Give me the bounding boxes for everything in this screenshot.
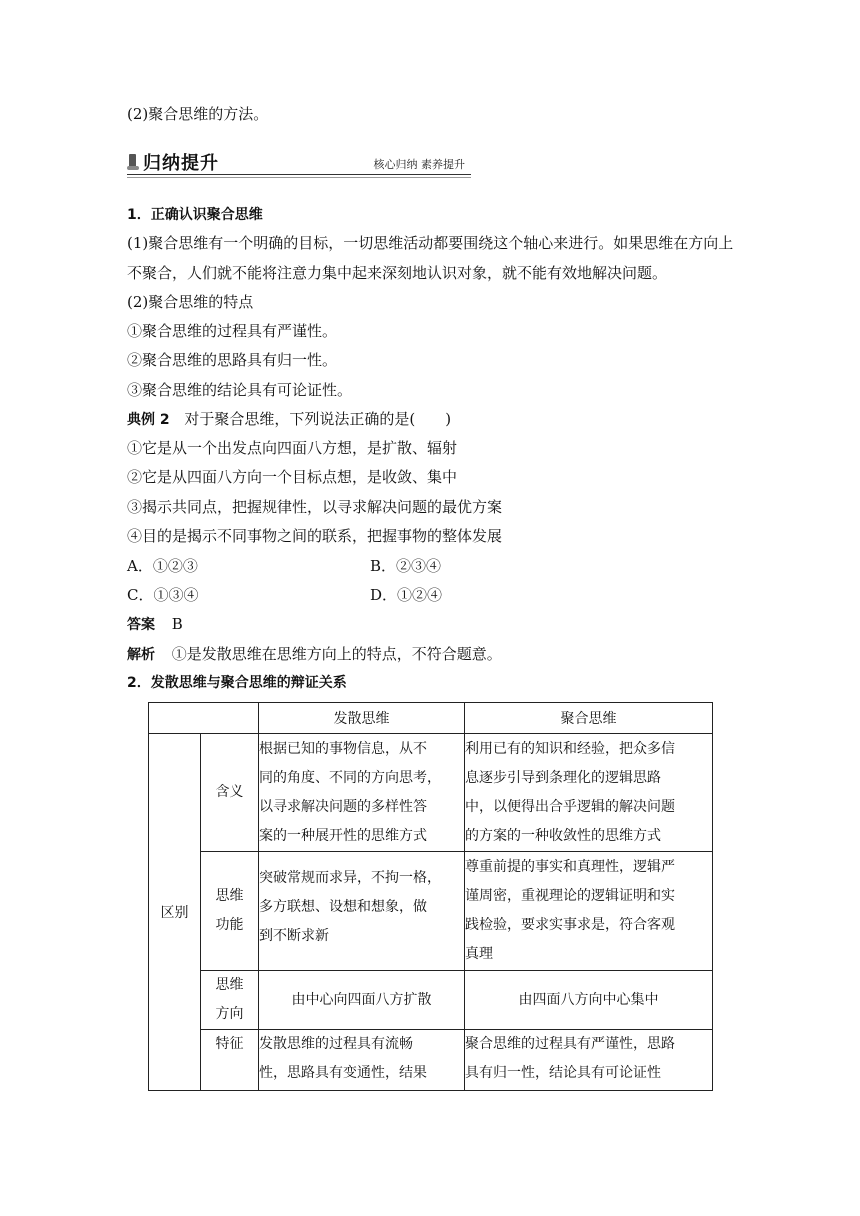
option-a: A．①②③ [127, 557, 198, 575]
cell-line: 到不断求新 [259, 928, 329, 944]
table-row [149, 971, 713, 1030]
divergent-cell [259, 1030, 465, 1091]
table-row [149, 734, 713, 852]
feature-1: ①聚合思维的过程具有严谨性。 [127, 322, 338, 340]
cell-line: 案的一种展开性的思维方式 [259, 827, 427, 844]
row-label [201, 734, 259, 852]
header-empty-cell [149, 703, 259, 734]
table-header-row [149, 703, 713, 734]
header-convergent: 聚合思维 [465, 703, 713, 734]
cell-line: 突破常规而求异，不拘一格， [259, 870, 441, 886]
answer-line [127, 614, 183, 635]
comparison-table [148, 702, 713, 1091]
banner-rule-secondary [127, 177, 471, 178]
option-d: D．①②④ [370, 586, 443, 604]
section-banner [127, 148, 471, 176]
row-label-line: 含义 [215, 784, 244, 800]
banner-title: 归纳提升 [143, 153, 219, 174]
banner-underline-icon [127, 166, 139, 170]
cell-line: 由中心向四面八方扩散 [291, 991, 432, 1008]
convergent-cell [465, 971, 713, 1030]
header-divergent: 发散思维 [259, 703, 465, 734]
analysis-label: 解析 [127, 647, 155, 663]
statement-2: ②它是从四面八方向一个目标点想，是收敛、集中 [127, 468, 458, 486]
statement-1: ①它是从一个出发点向四面八方想，是扩散、辐射 [127, 439, 458, 457]
answer-value: B [171, 615, 183, 633]
banner-rule [127, 174, 471, 175]
divergent-cell [259, 734, 465, 852]
row-label [201, 852, 259, 971]
answer-label: 答案 [127, 617, 155, 633]
row-label-line: 功能 [215, 917, 244, 933]
cell-line: 尊重前提的事实和真理性，逻辑严 [465, 859, 675, 875]
cell-line: 真理 [465, 946, 493, 962]
cell-line: 发散思维的过程具有流畅 [259, 1036, 413, 1052]
analysis-text: ①是发散思维在思维方向上的特点，不符合题意。 [171, 645, 502, 663]
cell-line: 根据已知的事物信息，从不 [259, 740, 427, 757]
analysis-line [127, 644, 502, 665]
group-label: 区别 [149, 734, 201, 1091]
row-label-line: 方向 [215, 1006, 244, 1022]
cell-line: 具有归一性，结论具有可论证性 [465, 1065, 661, 1081]
feature-3: ③聚合思维的结论具有可论证性。 [127, 381, 353, 399]
row-label-line: 思维 [215, 888, 244, 904]
divergent-cell [259, 852, 465, 971]
statement-4: ④目的是揭示不同事物之间的联系，把握事物的整体发展 [127, 527, 503, 545]
intro-line: (2)聚合思维的方法。 [127, 105, 269, 123]
row-label-line: 特征 [215, 1036, 244, 1052]
row-label [201, 971, 259, 1030]
row-label [201, 1030, 259, 1091]
option-b: B．②③④ [370, 557, 442, 575]
section1-heading: 1．正确认识聚合思维 [127, 207, 263, 223]
cell-line: 践检验，要求实事求是，符合客观 [465, 917, 675, 933]
section1-p1-line1: (1)聚合思维有一个明确的目标，一切思维活动都要围绕这个轴心来进行。如果思维在方向上 [127, 234, 734, 252]
section1-p1-line2: 不聚合，人们就不能将注意力集中起来深刻地认识对象，就不能有效地解决问题。 [127, 264, 668, 282]
cell-line: 的方案的一种收敛性的思维方式 [465, 827, 661, 844]
example-question-line [127, 409, 451, 430]
cell-line: 息逐步引导到条理化的逻辑思路 [465, 769, 661, 786]
convergent-cell [465, 1030, 713, 1091]
example-question: 对于聚合思维，下列说法正确的是( ) [184, 410, 452, 428]
cell-line: 同的角度、不同的方向思考， [259, 769, 441, 786]
feature-2: ②聚合思维的思路具有归一性。 [127, 351, 338, 369]
cell-line: 中，以便得出合乎逻辑的解决问题 [465, 798, 675, 815]
table-row [149, 852, 713, 971]
row-label-line: 思维 [215, 977, 244, 993]
section1-p2: (2)聚合思维的特点 [127, 293, 254, 311]
cell-line: 聚合思维的过程具有严谨性，思路 [465, 1036, 675, 1052]
convergent-cell [465, 852, 713, 971]
table-row [149, 1030, 713, 1091]
section2-heading: 2．发散思维与聚合思维的辩证关系 [127, 675, 347, 691]
statement-3: ③揭示共同点，把握规律性，以寻求解决问题的最优方案 [127, 498, 503, 516]
cell-line: 利用已有的知识和经验，把众多信 [465, 740, 675, 757]
banner-subtitle: 核心归纳 素养提升 [373, 158, 465, 171]
cell-line: 多方联想、设想和想象，做 [259, 899, 427, 915]
cell-line: 以寻求解决问题的多样性答 [259, 798, 427, 815]
cell-line: 性，思路具有变通性，结果 [259, 1065, 427, 1081]
cell-line: 由四面八方向中心集中 [518, 991, 659, 1008]
example-label: 典例 2 [127, 412, 170, 428]
cell-line: 谨周密，重视理论的逻辑证明和实 [465, 888, 675, 904]
convergent-cell [465, 734, 713, 852]
option-c: C．①③④ [127, 586, 199, 604]
divergent-cell [259, 971, 465, 1030]
